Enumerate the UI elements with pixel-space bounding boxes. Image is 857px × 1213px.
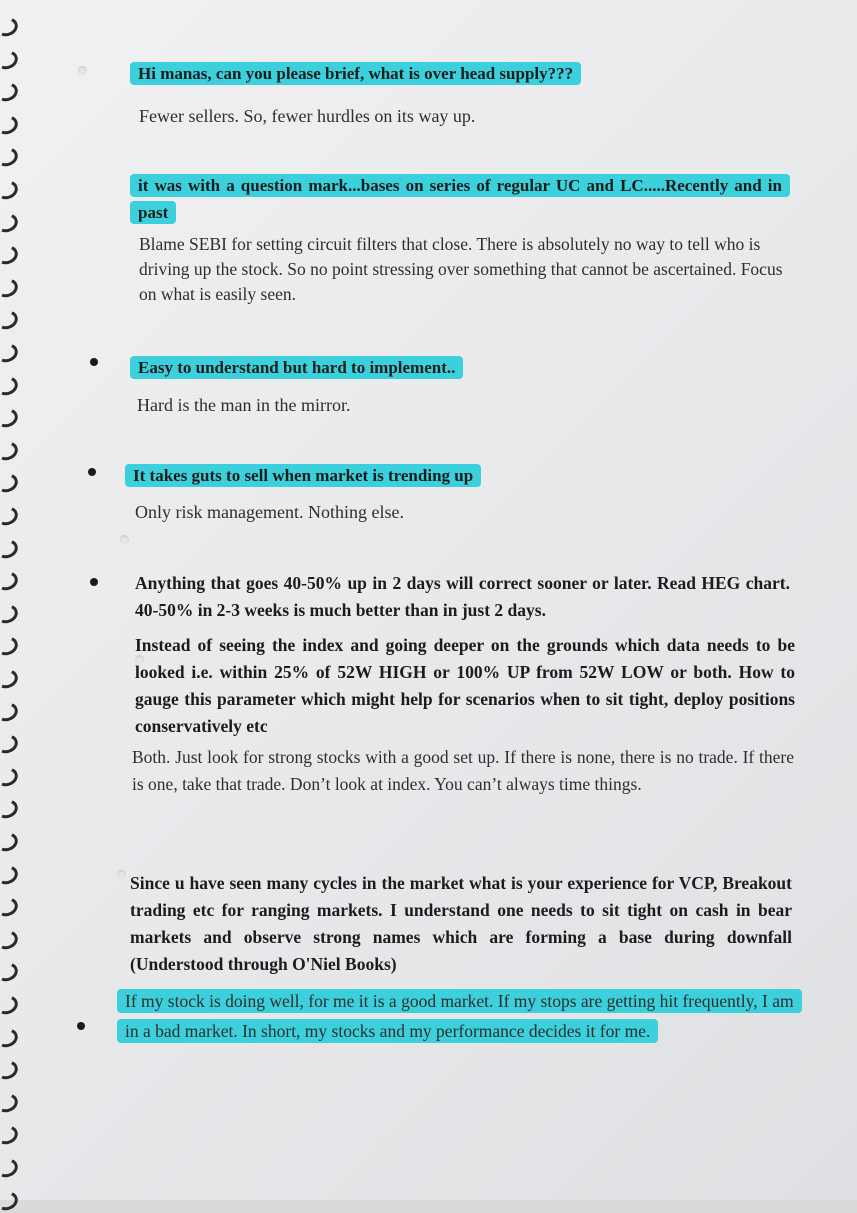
binding-ring: [0, 1188, 20, 1212]
question-6: Since u have seen many cycles in the market what is your experience for VCP, Breakout trading etc for ranging markets. I understand one needs to sit tight on cash in bear markets and observe strong names which are forming a base during downfall (Understood through O'Niel Books): [130, 873, 792, 974]
binding-ring: [0, 732, 20, 756]
binding-ring: [0, 341, 20, 365]
spiral-binding: [0, 0, 20, 1200]
binding-ring: [0, 145, 20, 169]
binding-ring: [0, 243, 20, 267]
question-1-text: Hi manas, can you please brief, what is over head supply???: [130, 62, 581, 85]
binding-ring: [0, 15, 20, 39]
question-2-text: it was with a question mark...bases on series of regular UC and LC.....Recently and in past: [130, 174, 790, 224]
punch-hole: [78, 66, 87, 75]
bullet-4: [88, 468, 96, 476]
binding-ring: [0, 569, 20, 593]
question-1: [130, 60, 690, 88]
binding-ring: [0, 1123, 20, 1147]
bullet-5: [90, 578, 98, 586]
binding-ring: [0, 1156, 20, 1180]
binding-ring: [0, 960, 20, 984]
bullet-3: [90, 358, 98, 366]
binding-ring: [0, 439, 20, 463]
binding-ring: [0, 928, 20, 952]
binding-ring: [0, 830, 20, 854]
question-3: [130, 354, 590, 382]
question-4-text: It takes guts to sell when market is trending up: [125, 464, 481, 487]
binding-ring: [0, 471, 20, 495]
binding-ring: [0, 308, 20, 332]
binding-ring: [0, 178, 20, 202]
binding-ring: [0, 699, 20, 723]
question-5-followup: Instead of seeing the index and going deeper on the grounds which data needs to be looked i.e. within 25% of 52W HIGH or 100% UP from 52W LOW or both. How to gauge this parameter which might help for scenarios when to sit tight, deploy positions conservatively etc: [135, 635, 795, 736]
answer-3: Hard is the man in the mirror.: [137, 395, 351, 415]
answer-4: Only risk management. Nothing else.: [135, 502, 404, 522]
binding-ring: [0, 765, 20, 789]
binding-ring: [0, 47, 20, 71]
binding-ring: [0, 1091, 20, 1115]
binding-ring: [0, 1025, 20, 1049]
binding-ring: [0, 504, 20, 528]
punch-hole: [120, 535, 129, 544]
binding-ring: [0, 536, 20, 560]
answer-2: Blame SEBI for setting circuit filters that close. There is absolutely no way to tell who is driving up the stock. So no point stressing over something that cannot be ascertained. Focus on what is easily seen.: [139, 234, 783, 304]
binding-ring: [0, 373, 20, 397]
question-4: [125, 462, 585, 490]
punch-hole: [117, 870, 126, 879]
binding-ring: [0, 993, 20, 1017]
binding-ring: [0, 210, 20, 234]
binding-ring: [0, 862, 20, 886]
answer-5: Both. Just look for strong stocks with a good set up. If there is none, there is no trade. If there is one, take that trade. Don’t look at index. You can’t always time things.: [132, 747, 794, 794]
binding-ring: [0, 895, 20, 919]
question-3-text: Easy to understand but hard to implement..: [130, 356, 463, 379]
binding-ring: [0, 80, 20, 104]
binding-ring: [0, 276, 20, 300]
bullet-6: [77, 1022, 85, 1030]
binding-ring: [0, 602, 20, 626]
answer-1: Fewer sellers. So, fewer hurdles on its way up.: [139, 106, 476, 126]
question-2: [130, 172, 790, 226]
binding-ring: [0, 797, 20, 821]
answer-6-text: If my stock is doing well, for me it is a good market. If my stops are getting hit frequently, I am in a bad market. In short, my stocks and my performance decides it for me.: [117, 989, 802, 1043]
binding-ring: [0, 634, 20, 658]
binding-ring: [0, 1058, 20, 1082]
binding-ring: [0, 406, 20, 430]
binding-ring: [0, 113, 20, 137]
answer-6: [117, 986, 807, 1046]
question-5: Anything that goes 40-50% up in 2 days will correct sooner or later. Read HEG chart. 40-50% in 2-3 weeks is much better than in just 2 days.: [135, 573, 790, 620]
binding-ring: [0, 667, 20, 691]
